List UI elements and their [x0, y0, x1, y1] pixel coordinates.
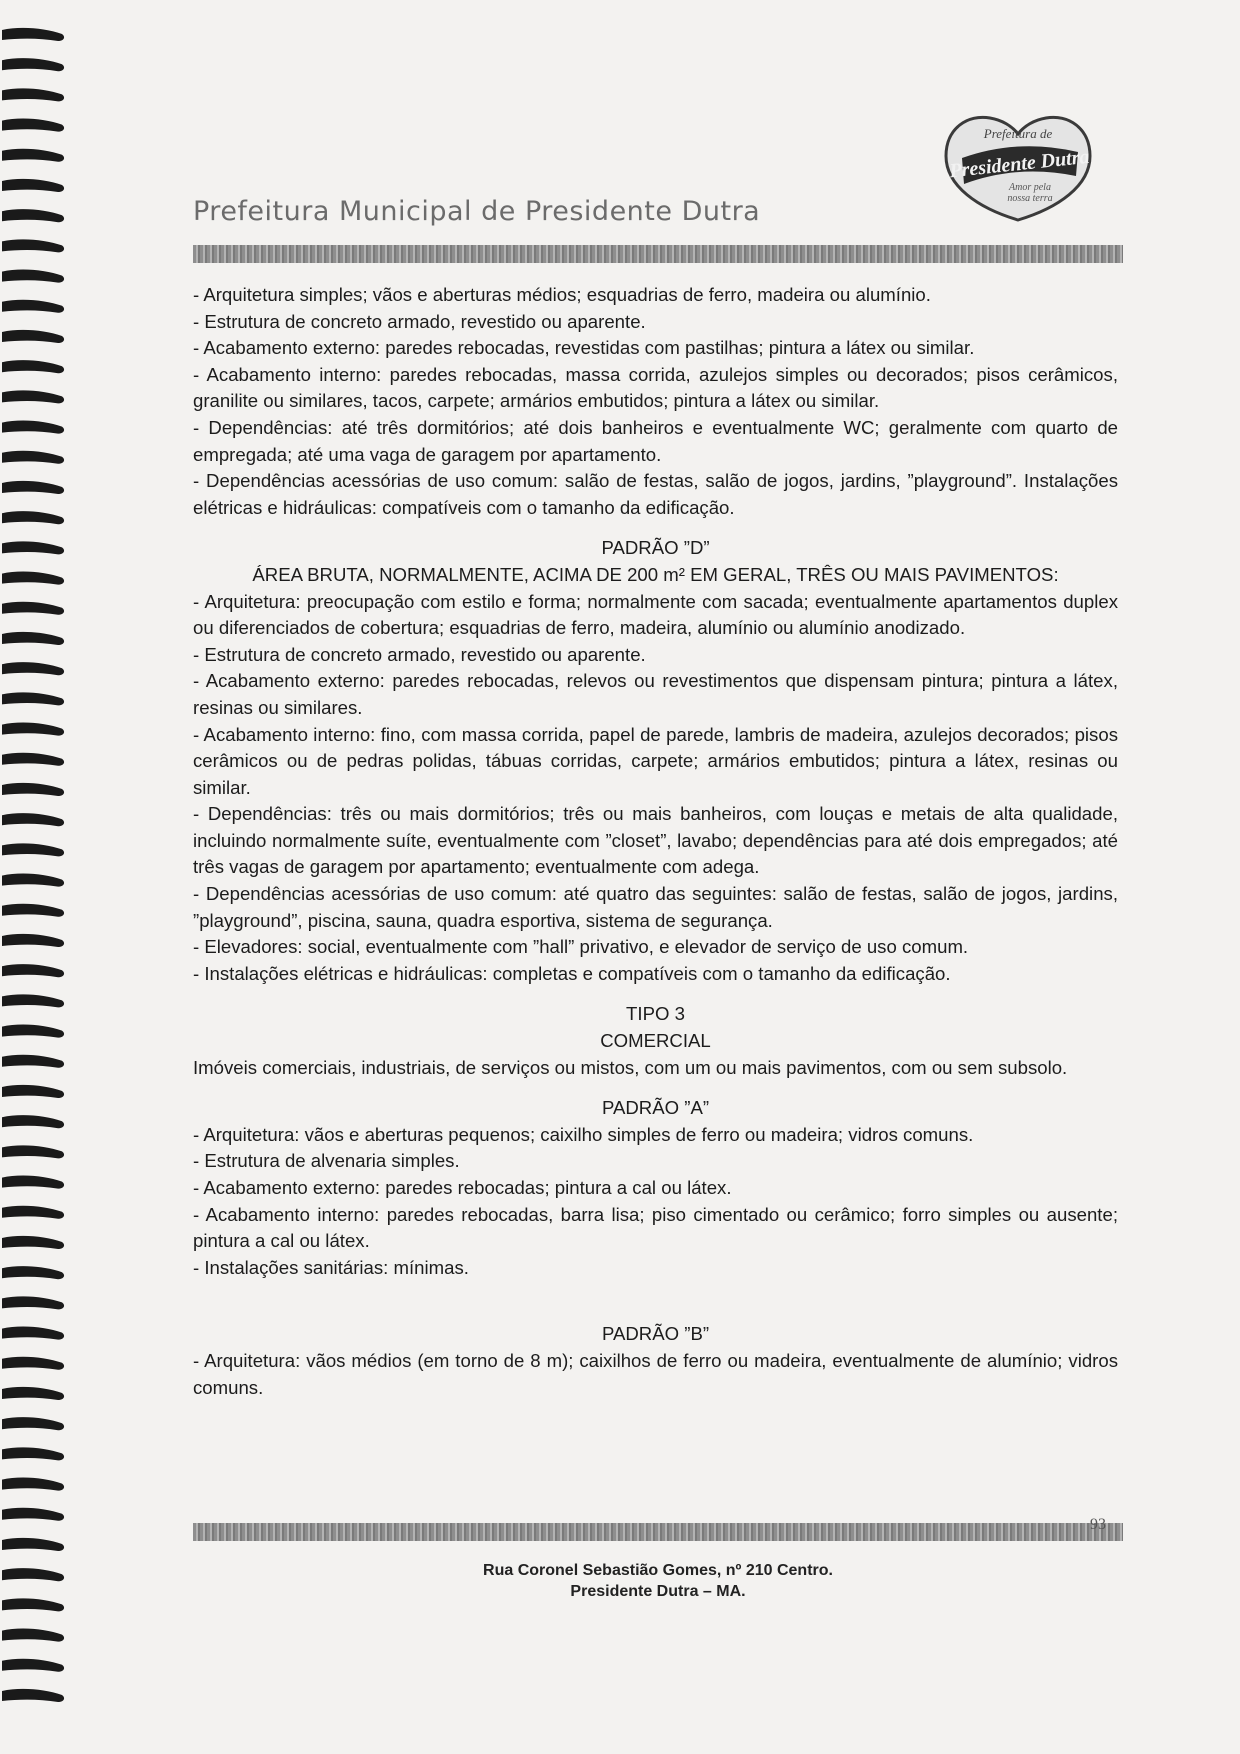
spiral-coil — [2, 1659, 64, 1672]
spiral-coil — [2, 209, 64, 222]
spiral-coil — [2, 1085, 64, 1098]
spiral-binding — [0, 0, 80, 1754]
spiral-coil — [2, 1025, 64, 1038]
section-heading: PADRÃO ”A” — [601, 1097, 710, 1119]
svg-text:nossa terra: nossa terra — [1007, 193, 1053, 204]
spiral-coil — [2, 1055, 64, 1068]
body-paragraph: - Acabamento externo: paredes rebocadas, revestidas com pastilhas; pintura a látex ou similar. — [193, 337, 975, 359]
body-paragraph: - Arquitetura: vãos médios (em torno de 8 m); caixilhos de ferro ou madeira, eventualmente de alumínio; vidros comuns. — [193, 1349, 1118, 1398]
spiral-coil — [2, 843, 64, 856]
body-paragraph: - Instalações elétricas e hidráulicas: completas e compatíveis com o tamanho da edificação. — [193, 962, 951, 984]
body-paragraph: - Acabamento externo: paredes rebocadas; pintura a cal ou látex. — [193, 1177, 732, 1198]
body-paragraph: - Dependências acessórias de uso comum: salão de festas, salão de jogos, jardins, ”playground”. Instalações elétricas e hidráulicas: compatíveis com o tamanho da edificação. — [193, 470, 1118, 518]
spiral-coil — [2, 1206, 64, 1219]
spiral-coil — [2, 662, 64, 675]
section-heading: ÁREA BRUTA, NORMALMENTE, ACIMA DE 200 m² EM GERAL, TRÊS OU MAIS PAVIMENTOS: — [252, 563, 1059, 585]
spiral-coil — [2, 1538, 64, 1551]
spiral-coil — [2, 390, 64, 403]
spiral-coil — [2, 481, 64, 494]
spiral-coil — [2, 149, 64, 162]
spiral-coil — [2, 572, 64, 585]
spiral-coil — [2, 964, 64, 977]
body-paragraph: - Estrutura de alvenaria simples. — [193, 1150, 460, 1172]
spiral-coil — [2, 723, 64, 736]
page-header-title: Prefeitura Municipal de Presidente Dutra — [193, 196, 761, 228]
body-paragraph: - Estrutura de concreto armado, revestido ou aparente. — [193, 310, 646, 332]
spiral-coil — [2, 1296, 64, 1309]
body-paragraph: - Acabamento interno: paredes rebocadas, massa corrida, azulejos simples ou decorados; pisos cerâmicos, granilite ou similares, tacos, carpete; armários embutidos; pintura a látex ou similar. — [193, 363, 1118, 412]
section-heading: COMERCIAL — [600, 1030, 711, 1052]
spiral-coil — [2, 1478, 64, 1491]
spiral-coil — [2, 1508, 64, 1521]
spiral-coil — [2, 1629, 64, 1642]
spiral-coil — [2, 1357, 64, 1370]
spiral-coil — [2, 1447, 64, 1460]
footer-city: Presidente Dutra – MA. — [570, 1583, 746, 1600]
footer-address: Rua Coronel Sebastião Gomes, nº 210 Centro. — [483, 1562, 833, 1579]
body-paragraph: - Estrutura de concreto armado, revestido ou aparente. — [193, 643, 646, 665]
body-paragraph: - Dependências: até três dormitórios; até dois banheiros e eventualmente WC; geralmente com quarto de empregada; até uma vaga de garagem por apartamento. — [193, 416, 1118, 465]
spiral-coil — [2, 1115, 64, 1128]
spiral-coil — [2, 753, 64, 766]
spiral-coil — [2, 451, 64, 464]
spiral-coil — [2, 58, 64, 71]
body-paragraph: - Elevadores: social, eventualmente com ”hall” privativo, e elevador de serviço de uso comum. — [193, 936, 969, 958]
spiral-coil — [2, 1689, 64, 1702]
body-paragraph: - Acabamento externo: paredes rebocadas, relevos ou revestimentos que dispensam pintura; pintura a látex, resinas ou similares. — [193, 670, 1118, 718]
section-heading: TIPO 3 — [626, 1003, 685, 1025]
body-paragraph: - Dependências acessórias de uso comum: até quatro das seguintes: salão de festas, salão de jogos, jardins, ”playground”, piscina, sauna, quadra esportiva, sistema de segurança. — [193, 883, 1118, 931]
prefeitura-logo — [938, 108, 1098, 228]
section-heading: PADRÃO ”B” — [601, 1323, 710, 1345]
svg-text:Amor pela: Amor pela — [1009, 182, 1051, 193]
spiral-coil — [2, 1327, 64, 1340]
spiral-coil — [2, 1417, 64, 1430]
body-paragraph: - Dependências: três ou mais dormitórios; três ou mais banheiros, com louças e metais de alta qualidade, incluindo normalmente suíte, eventualmente com ”closet”, lavabo; dependências para até dois empregados; até três vagas de garagem por apartamento; eventualmente com adega. — [193, 803, 1118, 878]
svg-text:Prefeitura de: Prefeitura de — [983, 126, 1053, 141]
spiral-coil — [2, 783, 64, 796]
spiral-coil — [2, 330, 64, 343]
header-divider-bar — [193, 245, 1123, 263]
spiral-coil — [2, 934, 64, 947]
spiral-coil — [2, 632, 64, 645]
spiral-coil — [2, 1145, 64, 1158]
body-paragraph: - Arquitetura simples; vãos e aberturas médios; esquadrias de ferro, madeira ou alumínio. — [193, 284, 931, 305]
spiral-coil — [2, 270, 64, 283]
spiral-coil — [2, 239, 64, 252]
spiral-coil — [2, 360, 64, 373]
spiral-coil — [2, 119, 64, 132]
body-paragraph: Imóveis comerciais, industriais, de serviços ou mistos, com um ou mais pavimentos, com ou sem subsolo. — [193, 1056, 1068, 1078]
spiral-coil — [2, 1236, 64, 1249]
spiral-coil — [2, 692, 64, 705]
spiral-coil — [2, 511, 64, 524]
spiral-coil — [2, 1266, 64, 1279]
spiral-coil — [2, 179, 64, 192]
spiral-coil — [2, 874, 64, 887]
body-paragraph: - Acabamento interno: paredes rebocadas, barra lisa; piso cimentado ou cerâmico; forro simples ou ausente; pintura a cal ou látex. — [193, 1203, 1118, 1252]
spiral-coil — [2, 421, 64, 434]
spiral-coil — [2, 1568, 64, 1581]
section-heading: PADRÃO ”D” — [601, 537, 710, 559]
document-body — [193, 282, 1118, 1401]
body-paragraph: - Acabamento interno: fino, com massa corrida, papel de parede, lambris de madeira, azulejos decorados; pisos cerâmicos ou de pedras polidas, tábuas corridas, carpete; armários embutidos; pintura a látex, resinas ou similar. — [193, 723, 1118, 798]
footer-divider-bar — [193, 1523, 1123, 1541]
spiral-coil — [2, 1387, 64, 1400]
spiral-coil — [2, 994, 64, 1007]
body-paragraph: - Arquitetura: vãos e aberturas pequenos; caixilho simples de ferro ou madeira; vidros comuns. — [193, 1123, 974, 1145]
page-footer — [193, 1560, 1123, 1602]
body-paragraph: - Instalações sanitárias: mínimas. — [193, 1256, 469, 1278]
spiral-coil — [2, 300, 64, 313]
page-number: 93 — [1090, 1516, 1106, 1533]
body-paragraph: - Arquitetura: preocupação com estilo e forma; normalmente com sacada; eventualmente apartamentos duplex ou diferenciados de cobertura; esquadrias de ferro, madeira, alumínio ou alumínio anodizado. — [193, 590, 1118, 639]
svg-text:Presidente Dutra: Presidente Dutra — [948, 145, 1091, 183]
spiral-coil — [2, 1176, 64, 1189]
spiral-coil — [2, 1598, 64, 1611]
spiral-coil — [2, 541, 64, 554]
spiral-coil — [2, 602, 64, 615]
spiral-coil — [2, 904, 64, 917]
spiral-coil — [2, 88, 64, 101]
spiral-coil — [2, 28, 64, 41]
spiral-coil — [2, 813, 64, 826]
